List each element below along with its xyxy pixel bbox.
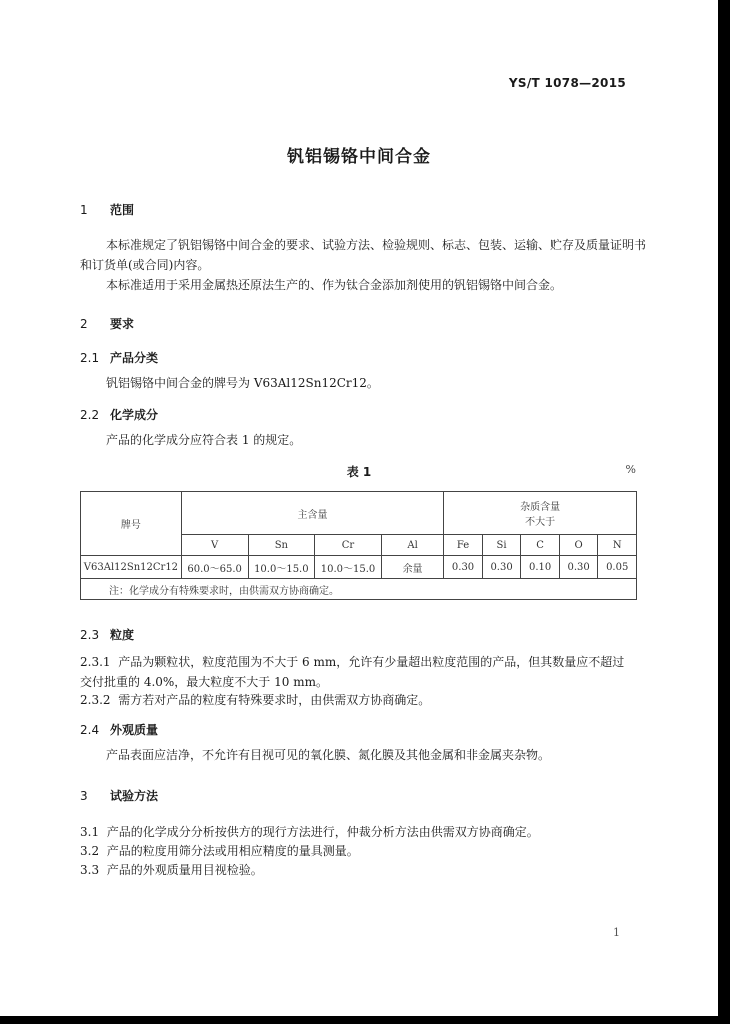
scope-paragraph-1-line-2: 和订货单(或合同)内容。 [80,258,210,272]
clause-number: 3.3 [80,863,100,877]
table-row [81,556,637,579]
granularity-paragraph-2 [80,690,636,710]
test-method-item [80,841,636,861]
element-header-si: Si [482,535,521,556]
c-cell: 0.10 [521,556,560,579]
clause-number: 3.1 [80,825,100,839]
clause-text: 产品为颗粒状，粒度范围为不大于 6 mm，允许有少量超出粒度范围的产品，但其数量应不超过 [118,655,625,669]
clause-text: 产品的化学成分分析按供方的现行方法进行，仲裁分析方法由供需双方协商确定。 [106,825,539,839]
si-cell: 0.30 [482,556,521,579]
page-shadow-bottom [0,1016,730,1024]
section-number: 1 [80,203,88,217]
section-2-2-heading [80,406,158,423]
granularity-paragraph-1-line-1 [80,652,636,672]
n-cell: 0.05 [598,556,637,579]
element-header-n: N [598,535,637,556]
section-number: 2.4 [80,723,100,737]
scope-paragraph-1-line-1: 本标准规定了钒铝锡铬中间合金的要求、试验方法、检验规则、标志、包装、运输、贮存及质量证明书 [106,238,647,252]
element-header-cr: Cr [315,535,382,556]
standard-number: YS/T 1078—2015 [508,76,626,90]
element-header-fe: Fe [444,535,483,556]
section-title: 范围 [110,203,135,217]
element-header-v: V [181,535,248,556]
section-title: 粒度 [110,628,135,642]
table-note: 注：化学成分有特殊要求时，由供需双方协商确定。 [81,579,637,600]
grade-header: 牌号 [81,492,182,556]
impurity-header [444,492,637,535]
composition-table [80,491,637,600]
fe-cell: 0.30 [444,556,483,579]
appearance-paragraph: 产品表面应洁净，不允许有目视可见的氧化膜、氮化膜及其他金属和非金属夹杂物。 [106,748,551,762]
section-2-3-heading [80,626,134,643]
section-title: 化学成分 [110,408,159,422]
section-number: 2.2 [80,408,100,422]
clause-text: 产品的外观质量用目视检验。 [106,863,263,877]
cr-cell: 10.0～15.0 [315,556,382,579]
section-title: 外观质量 [110,723,159,737]
impurity-header-line-1: 杂质含量 [520,502,561,513]
classification-paragraph: 钒铝锡铬中间合金的牌号为 V63Al12Sn12Cr12。 [106,376,379,390]
document-title: 钒铝锡铬中间合金 [287,147,431,167]
element-header-c: C [521,535,560,556]
scope-paragraph-2: 本标准适用于采用金属热还原法生产的、作为钛合金添加剂使用的钒铝锡铬中间合金。 [106,278,563,292]
clause-number: 2.3.1 [80,655,111,669]
test-method-item [80,822,636,842]
section-2-heading [80,315,134,332]
page-shadow-right [718,0,730,1024]
clause-number: 3.2 [80,844,100,858]
element-header-o: O [559,535,598,556]
composition-paragraph: 产品的化学成分应符合表 1 的规定。 [106,433,302,447]
section-title: 要求 [110,317,135,331]
o-cell: 0.30 [559,556,598,579]
section-title: 产品分类 [110,351,159,365]
test-method-item [80,860,636,880]
table-unit: % [625,463,636,476]
section-number: 2.1 [80,351,100,365]
section-number: 3 [80,789,88,803]
section-number: 2.3 [80,628,100,642]
impurity-header-line-2: 不大于 [525,517,556,528]
granularity-paragraph-1-line-2: 交付批重的 4.0%，最大粒度不大于 10 mm。 [80,675,328,689]
al-cell: 余量 [381,556,443,579]
grade-cell: V63Al12Sn12Cr12 [81,556,182,579]
element-header-sn: Sn [248,535,315,556]
main-content-header: 主含量 [181,492,443,535]
section-3-heading [80,787,158,804]
v-cell: 60.0～65.0 [181,556,248,579]
section-2-4-heading [80,721,158,738]
section-1-heading [80,201,134,218]
table-caption: 表 1 [346,465,372,479]
section-title: 试验方法 [110,789,159,803]
section-number: 2 [80,317,88,331]
element-header-al: Al [381,535,443,556]
clause-number: 2.3.2 [80,693,111,707]
clause-text: 需方若对产品的粒度有特殊要求时，由供需双方协商确定。 [118,693,431,707]
sn-cell: 10.0～15.0 [248,556,315,579]
page-number: 1 [613,926,620,939]
clause-text: 产品的粒度用筛分法或用相应精度的量具测量。 [106,844,359,858]
section-2-1-heading [80,349,158,366]
